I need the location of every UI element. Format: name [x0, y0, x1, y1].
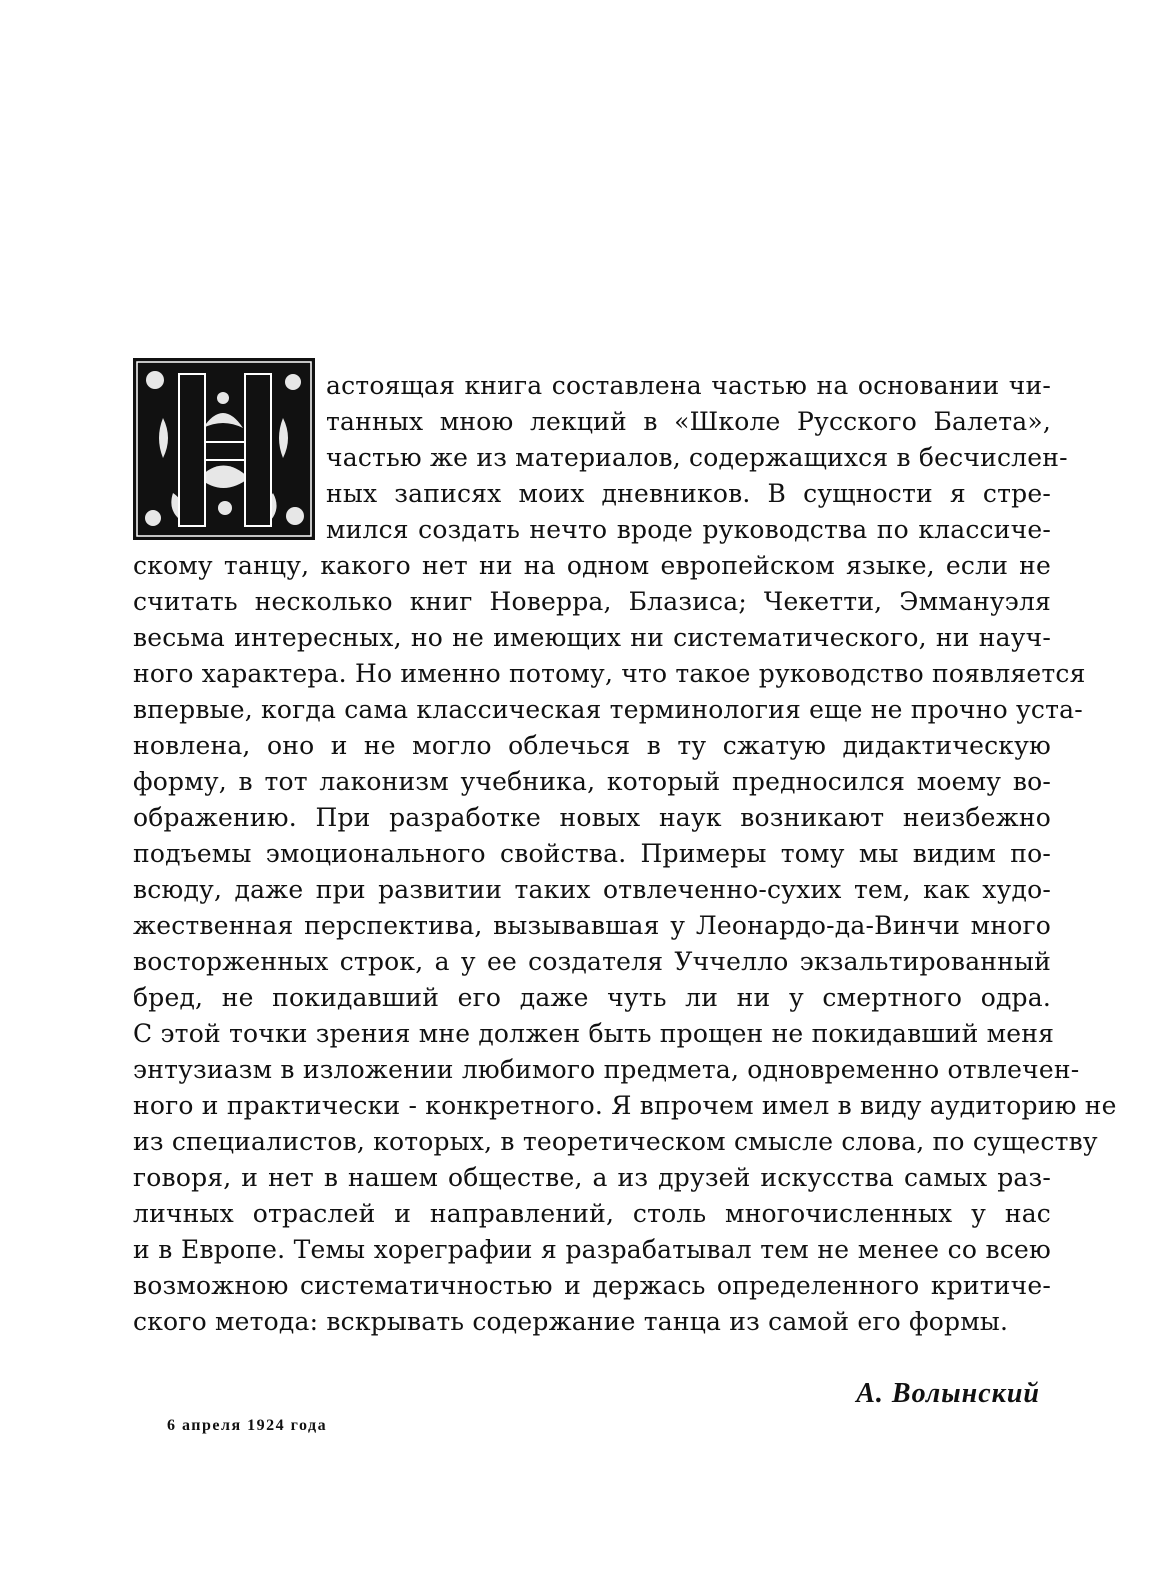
text-line: С этой точки зрения мне должен быть прощен не покидавший меня [133, 1019, 1055, 1048]
text-line: мился создать нечто вроде руководства по классиче- [326, 515, 1051, 544]
text-line: новлена, оно и не могло облечься в ту сжатую дидактическую [133, 731, 1051, 760]
text-line: личных отраслей и направлений, столь многочисленных у нас [133, 1199, 1051, 1228]
text-line: форму, в тот лаконизм учебника, который предносился моему во- [133, 767, 1051, 796]
text-line: бред, не покидавший его даже чуть ли ни у смертного одра. [133, 983, 1051, 1012]
text-line: ных записях моих дневников. В сущности я стре- [326, 479, 1051, 508]
main-paragraph [133, 368, 1117, 1340]
text-line: ображению. При разработке новых наук возникают неизбежно [133, 803, 1051, 832]
text-line: подъемы эмоционального свойства. Примеры тому мы видим по- [133, 839, 1051, 868]
text-line: жественная перспектива, вызывавшая у Леонардо-да-Винчи много [133, 911, 1051, 940]
text-line: восторженных строк, а у ее создателя Уччелло экзальтированный [133, 947, 1051, 976]
text-line: впервые, когда сама классическая терминология еще не прочно уста- [133, 695, 1083, 724]
text-line: и в Европе. Темы хореграфии я разрабатывал тем не менее со всею [133, 1235, 1051, 1264]
text-line: ного характера. Но именно потому, что такое руководство появляется [133, 659, 1086, 688]
author-signature: А. Волынский [856, 1378, 1040, 1409]
text-line: возможною систематичностью и держась определенного критиче- [133, 1271, 1051, 1300]
document-date: 6 апреля 1924 года [167, 1417, 328, 1434]
text-line: весьма интересных, но не имеющих ни систематического, ни науч- [133, 623, 1051, 652]
text-line: частью же из материалов, содержащихся в бесчислен- [326, 443, 1068, 472]
text-line: считать несколько книг Новерра, Блазиса; Чекетти, Эммануэля [133, 587, 1051, 616]
text-line: астоящая книга составлена частью на основании чи- [326, 371, 1051, 400]
text-line: всюду, даже при развитии таких отвлеченно-сухих тем, как худо- [133, 875, 1051, 904]
text-line: ского метода: вскрывать содержание танца из самой его формы. [133, 1307, 1009, 1336]
text-line: энтузиазм в изложении любимого предмета, одновременно отвлечен- [133, 1055, 1080, 1084]
text-line: скому танцу, какого нет ни на одном европейском языке, если не [133, 551, 1051, 580]
text-line: танных мною лекций в «Школе Русского Балета», [326, 407, 1051, 436]
text-line: ного и практически - конкретного. Я впрочем имел в виду аудиторию не [133, 1091, 1117, 1120]
text-line: из специалистов, которых, в теоретическом смысле слова, по существу [133, 1127, 1098, 1156]
text-line: говоря, и нет в нашем обществе, а из друзей искусства самых раз- [133, 1163, 1051, 1192]
